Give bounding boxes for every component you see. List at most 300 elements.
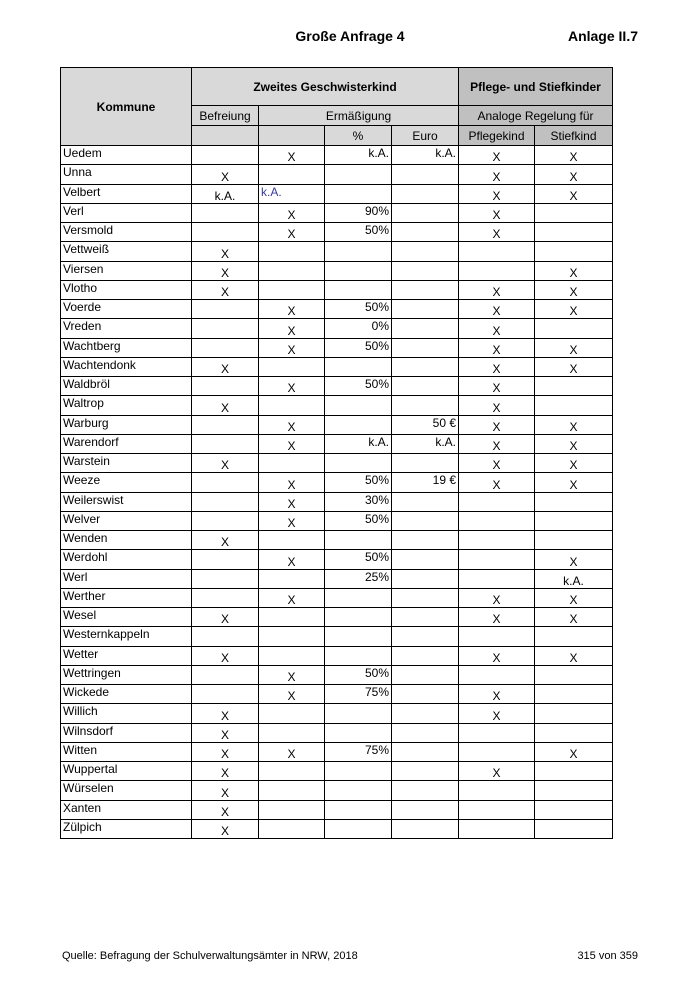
cell-pflegekind: X	[459, 434, 535, 453]
cell-stiefkind	[535, 800, 613, 819]
table-row	[61, 146, 613, 165]
col-header-befreiung: Befreiung	[192, 106, 259, 126]
cell-pflegekind	[459, 569, 535, 588]
cell-prozent	[325, 588, 392, 607]
cell-pflegekind: X	[459, 685, 535, 704]
cell-euro: k.A.	[392, 146, 459, 165]
cell-euro	[392, 511, 459, 530]
cell-euro	[392, 377, 459, 396]
cell-stiefkind: X	[535, 280, 613, 299]
cell-pflegekind: X	[459, 146, 535, 165]
table-row	[61, 454, 613, 473]
cell-euro	[392, 819, 459, 838]
cell-stiefkind	[535, 223, 613, 242]
table-row	[61, 781, 613, 800]
table-row	[61, 588, 613, 607]
cell-befreiung	[192, 685, 259, 704]
table-row	[61, 569, 613, 588]
annex-label: Anlage II.7	[567, 28, 638, 44]
cell-prozent	[325, 242, 392, 261]
cell-ermaessigung	[259, 396, 325, 415]
cell-pflegekind	[459, 723, 535, 742]
table-row	[61, 550, 613, 569]
cell-prozent: k.A.	[325, 146, 392, 165]
cell-pflegekind: X	[459, 377, 535, 396]
cell-ermaessigung	[259, 531, 325, 550]
cell-befreiung: X	[192, 608, 259, 627]
cell-stiefkind	[535, 242, 613, 261]
cell-stiefkind: X	[535, 434, 613, 453]
cell-prozent	[325, 357, 392, 376]
cell-prozent: k.A.	[325, 434, 392, 453]
cell-befreiung: X	[192, 723, 259, 742]
cell-ermaessigung: X	[259, 377, 325, 396]
cell-stiefkind: X	[535, 300, 613, 319]
cell-stiefkind	[535, 685, 613, 704]
table-body	[61, 146, 613, 839]
cell-prozent	[325, 531, 392, 550]
table-row	[61, 646, 613, 665]
cell-kommune: Werdohl	[61, 550, 192, 569]
table-row	[61, 704, 613, 723]
col-header-euro: Euro	[392, 126, 459, 146]
cell-ermaessigung	[259, 704, 325, 723]
cell-befreiung	[192, 511, 259, 530]
cell-kommune: Witten	[61, 742, 192, 761]
cell-prozent: 75%	[325, 685, 392, 704]
table-row	[61, 203, 613, 222]
table-row	[61, 762, 613, 781]
cell-stiefkind: k.A.	[535, 569, 613, 588]
cell-prozent	[325, 280, 392, 299]
cell-euro	[392, 800, 459, 819]
cell-befreiung	[192, 569, 259, 588]
cell-prozent: 50%	[325, 550, 392, 569]
cell-stiefkind: X	[535, 357, 613, 376]
cell-ermaessigung: X	[259, 203, 325, 222]
cell-ermaessigung	[259, 454, 325, 473]
cell-befreiung	[192, 627, 259, 646]
cell-stiefkind: X	[535, 146, 613, 165]
cell-prozent	[325, 723, 392, 742]
cell-ermaessigung	[259, 357, 325, 376]
cell-ermaessigung: X	[259, 492, 325, 511]
cell-prozent	[325, 819, 392, 838]
cell-euro	[392, 203, 459, 222]
cell-pflegekind: X	[459, 473, 535, 492]
cell-stiefkind: X	[535, 742, 613, 761]
group-header-pflege-stiefkinder: Pflege- und Stiefkinder	[459, 68, 613, 106]
cell-stiefkind	[535, 319, 613, 338]
cell-befreiung: X	[192, 165, 259, 184]
cell-befreiung: X	[192, 646, 259, 665]
cell-pflegekind	[459, 800, 535, 819]
cell-pflegekind: X	[459, 300, 535, 319]
cell-prozent: 50%	[325, 338, 392, 357]
cell-kommune: Waltrop	[61, 396, 192, 415]
cell-euro	[392, 223, 459, 242]
cell-euro	[392, 396, 459, 415]
cell-pflegekind	[459, 819, 535, 838]
table-row	[61, 396, 613, 415]
table-row	[61, 184, 613, 203]
cell-pflegekind	[459, 531, 535, 550]
cell-pflegekind: X	[459, 396, 535, 415]
table-row	[61, 434, 613, 453]
cell-ermaessigung	[259, 627, 325, 646]
col-header-kommune: Kommune	[61, 68, 192, 146]
cell-kommune: Wettringen	[61, 665, 192, 684]
cell-prozent	[325, 627, 392, 646]
cell-stiefkind	[535, 396, 613, 415]
cell-prozent	[325, 184, 392, 203]
table-row	[61, 742, 613, 761]
cell-prozent: 25%	[325, 569, 392, 588]
cell-kommune: Uedem	[61, 146, 192, 165]
cell-stiefkind	[535, 531, 613, 550]
cell-stiefkind	[535, 762, 613, 781]
data-table	[60, 67, 613, 839]
cell-euro	[392, 165, 459, 184]
cell-ermaessigung: X	[259, 415, 325, 434]
cell-prozent	[325, 608, 392, 627]
table-row	[61, 280, 613, 299]
cell-ermaessigung: X	[259, 685, 325, 704]
cell-stiefkind: X	[535, 165, 613, 184]
cell-ermaessigung	[259, 646, 325, 665]
cell-kommune: Warendorf	[61, 434, 192, 453]
cell-prozent	[325, 762, 392, 781]
cell-kommune: Viersen	[61, 261, 192, 280]
col-header-ermaessigung: Ermäßigung	[259, 106, 459, 126]
cell-pflegekind: X	[459, 704, 535, 723]
table-row	[61, 319, 613, 338]
cell-befreiung: X	[192, 396, 259, 415]
cell-stiefkind	[535, 819, 613, 838]
cell-prozent: 50%	[325, 511, 392, 530]
cell-euro	[392, 627, 459, 646]
cell-prozent: 50%	[325, 223, 392, 242]
cell-kommune: Xanten	[61, 800, 192, 819]
cell-kommune: Wetter	[61, 646, 192, 665]
cell-pflegekind	[459, 781, 535, 800]
cell-ermaessigung	[259, 781, 325, 800]
cell-befreiung: X	[192, 742, 259, 761]
cell-prozent	[325, 781, 392, 800]
cell-stiefkind	[535, 203, 613, 222]
cell-pflegekind: X	[459, 319, 535, 338]
col-header-analoge-regelung: Analoge Regelung für	[459, 106, 613, 126]
cell-stiefkind: X	[535, 588, 613, 607]
table-row	[61, 492, 613, 511]
cell-ermaessigung	[259, 280, 325, 299]
cell-ermaessigung: X	[259, 338, 325, 357]
cell-pflegekind: X	[459, 415, 535, 434]
cell-kommune: Wickede	[61, 685, 192, 704]
cell-stiefkind: X	[535, 184, 613, 203]
cell-befreiung: X	[192, 819, 259, 838]
cell-ermaessigung: X	[259, 319, 325, 338]
cell-ermaessigung: X	[259, 742, 325, 761]
table-row	[61, 800, 613, 819]
cell-ermaessigung	[259, 800, 325, 819]
table-row	[61, 627, 613, 646]
cell-befreiung	[192, 473, 259, 492]
cell-stiefkind	[535, 781, 613, 800]
cell-kommune: Zülpich	[61, 819, 192, 838]
cell-ermaessigung	[259, 242, 325, 261]
cell-pflegekind: X	[459, 338, 535, 357]
page-number: 315 von 359	[577, 950, 638, 962]
cell-euro	[392, 261, 459, 280]
cell-kommune: Weeze	[61, 473, 192, 492]
cell-kommune: Warburg	[61, 415, 192, 434]
table-row	[61, 300, 613, 319]
cell-euro	[392, 319, 459, 338]
cell-pflegekind: X	[459, 588, 535, 607]
cell-kommune: Weilerswist	[61, 492, 192, 511]
cell-prozent: 50%	[325, 473, 392, 492]
cell-prozent	[325, 165, 392, 184]
cell-euro: 50 €	[392, 415, 459, 434]
cell-stiefkind: X	[535, 415, 613, 434]
cell-prozent	[325, 261, 392, 280]
cell-ermaessigung: X	[259, 223, 325, 242]
cell-kommune: Wilnsdorf	[61, 723, 192, 742]
cell-euro	[392, 569, 459, 588]
table-row	[61, 665, 613, 684]
cell-ermaessigung	[259, 569, 325, 588]
cell-euro	[392, 492, 459, 511]
cell-befreiung	[192, 377, 259, 396]
cell-kommune: Westernkappeln	[61, 627, 192, 646]
cell-ermaessigung	[259, 608, 325, 627]
table-row	[61, 608, 613, 627]
cell-euro	[392, 454, 459, 473]
cell-ermaessigung: X	[259, 473, 325, 492]
cell-ermaessigung: X	[259, 550, 325, 569]
col-header-empty	[259, 126, 325, 146]
cell-euro: 19 €	[392, 473, 459, 492]
cell-befreiung	[192, 223, 259, 242]
cell-befreiung	[192, 338, 259, 357]
cell-euro	[392, 357, 459, 376]
cell-befreiung	[192, 492, 259, 511]
cell-ermaessigung: k.A.	[259, 184, 325, 203]
table-row	[61, 415, 613, 434]
cell-befreiung: k.A.	[192, 184, 259, 203]
cell-euro	[392, 242, 459, 261]
cell-prozent	[325, 704, 392, 723]
cell-pflegekind	[459, 261, 535, 280]
cell-stiefkind: X	[535, 550, 613, 569]
cell-pflegekind: X	[459, 203, 535, 222]
cell-prozent: 50%	[325, 377, 392, 396]
cell-ermaessigung: X	[259, 588, 325, 607]
cell-befreiung: X	[192, 704, 259, 723]
cell-stiefkind	[535, 704, 613, 723]
cell-ermaessigung: X	[259, 434, 325, 453]
cell-kommune: Verl	[61, 203, 192, 222]
cell-stiefkind	[535, 627, 613, 646]
cell-stiefkind: X	[535, 608, 613, 627]
cell-kommune: Waldbröl	[61, 377, 192, 396]
cell-stiefkind	[535, 377, 613, 396]
table-row	[61, 261, 613, 280]
cell-kommune: Werther	[61, 588, 192, 607]
cell-kommune: Velbert	[61, 184, 192, 203]
cell-euro	[392, 665, 459, 684]
cell-euro	[392, 531, 459, 550]
table-row	[61, 357, 613, 376]
cell-stiefkind	[535, 665, 613, 684]
page-title: Große Anfrage 4	[295, 28, 405, 44]
cell-kommune: Wachtberg	[61, 338, 192, 357]
cell-kommune: Versmold	[61, 223, 192, 242]
cell-ermaessigung: X	[259, 146, 325, 165]
cell-prozent: 30%	[325, 492, 392, 511]
cell-befreiung	[192, 146, 259, 165]
cell-pflegekind: X	[459, 184, 535, 203]
cell-pflegekind	[459, 742, 535, 761]
cell-prozent: 50%	[325, 300, 392, 319]
cell-prozent: 0%	[325, 319, 392, 338]
cell-stiefkind: X	[535, 454, 613, 473]
cell-ermaessigung	[259, 819, 325, 838]
cell-ermaessigung	[259, 723, 325, 742]
cell-pflegekind: X	[459, 280, 535, 299]
cell-kommune: Welver	[61, 511, 192, 530]
cell-kommune: Vettweiß	[61, 242, 192, 261]
cell-kommune: Vreden	[61, 319, 192, 338]
cell-ermaessigung: X	[259, 511, 325, 530]
cell-euro	[392, 300, 459, 319]
cell-stiefkind: X	[535, 261, 613, 280]
cell-stiefkind: X	[535, 646, 613, 665]
table-row	[61, 338, 613, 357]
cell-stiefkind: X	[535, 473, 613, 492]
cell-prozent	[325, 646, 392, 665]
cell-befreiung	[192, 300, 259, 319]
cell-prozent: 90%	[325, 203, 392, 222]
cell-pflegekind	[459, 492, 535, 511]
cell-befreiung	[192, 415, 259, 434]
cell-euro	[392, 742, 459, 761]
cell-euro	[392, 685, 459, 704]
cell-euro	[392, 723, 459, 742]
table-row	[61, 723, 613, 742]
cell-kommune: Unna	[61, 165, 192, 184]
cell-euro	[392, 646, 459, 665]
cell-kommune: Willich	[61, 704, 192, 723]
cell-stiefkind	[535, 492, 613, 511]
cell-euro: k.A.	[392, 434, 459, 453]
source-note: Quelle: Befragung der Schulverwaltungsämter in NRW, 2018	[62, 950, 358, 962]
cell-prozent	[325, 396, 392, 415]
cell-ermaessigung	[259, 261, 325, 280]
cell-euro	[392, 280, 459, 299]
cell-pflegekind: X	[459, 223, 535, 242]
cell-pflegekind: X	[459, 646, 535, 665]
cell-pflegekind	[459, 665, 535, 684]
cell-prozent	[325, 800, 392, 819]
cell-ermaessigung	[259, 165, 325, 184]
cell-ermaessigung: X	[259, 665, 325, 684]
cell-pflegekind: X	[459, 454, 535, 473]
table-row	[61, 685, 613, 704]
cell-prozent: 75%	[325, 742, 392, 761]
cell-kommune: Würselen	[61, 781, 192, 800]
cell-euro	[392, 704, 459, 723]
cell-befreiung: X	[192, 454, 259, 473]
cell-befreiung: X	[192, 242, 259, 261]
table-row	[61, 242, 613, 261]
cell-prozent	[325, 415, 392, 434]
cell-kommune: Wuppertal	[61, 762, 192, 781]
cell-befreiung: X	[192, 357, 259, 376]
cell-kommune: Wachtendonk	[61, 357, 192, 376]
cell-euro	[392, 588, 459, 607]
cell-befreiung	[192, 588, 259, 607]
cell-kommune: Voerde	[61, 300, 192, 319]
table-row	[61, 165, 613, 184]
cell-prozent	[325, 454, 392, 473]
cell-befreiung: X	[192, 762, 259, 781]
cell-befreiung	[192, 319, 259, 338]
cell-pflegekind: X	[459, 762, 535, 781]
table-row	[61, 223, 613, 242]
cell-befreiung: X	[192, 800, 259, 819]
cell-pflegekind	[459, 627, 535, 646]
cell-euro	[392, 762, 459, 781]
cell-kommune: Wesel	[61, 608, 192, 627]
cell-befreiung	[192, 665, 259, 684]
cell-pflegekind: X	[459, 165, 535, 184]
cell-stiefkind	[535, 723, 613, 742]
cell-prozent: 50%	[325, 665, 392, 684]
cell-euro	[392, 608, 459, 627]
cell-euro	[392, 781, 459, 800]
cell-befreiung	[192, 550, 259, 569]
cell-befreiung	[192, 434, 259, 453]
cell-pflegekind	[459, 511, 535, 530]
cell-euro	[392, 338, 459, 357]
table-row	[61, 819, 613, 838]
cell-pflegekind	[459, 550, 535, 569]
cell-befreiung	[192, 203, 259, 222]
cell-befreiung: X	[192, 280, 259, 299]
col-header-pflegekind: Pflegekind	[459, 126, 535, 146]
cell-befreiung: X	[192, 781, 259, 800]
table-row	[61, 531, 613, 550]
cell-euro	[392, 184, 459, 203]
cell-kommune: Warstein	[61, 454, 192, 473]
cell-euro	[392, 550, 459, 569]
group-header-zweites-geschwisterkind: Zweites Geschwisterkind	[192, 68, 459, 106]
cell-befreiung: X	[192, 261, 259, 280]
cell-kommune: Wenden	[61, 531, 192, 550]
col-header-percent: %	[325, 126, 392, 146]
cell-kommune: Vlotho	[61, 280, 192, 299]
cell-kommune: Werl	[61, 569, 192, 588]
cell-stiefkind	[535, 511, 613, 530]
cell-ermaessigung: X	[259, 300, 325, 319]
cell-ermaessigung	[259, 762, 325, 781]
cell-pflegekind: X	[459, 608, 535, 627]
cell-pflegekind	[459, 242, 535, 261]
cell-stiefkind: X	[535, 338, 613, 357]
cell-pflegekind: X	[459, 357, 535, 376]
